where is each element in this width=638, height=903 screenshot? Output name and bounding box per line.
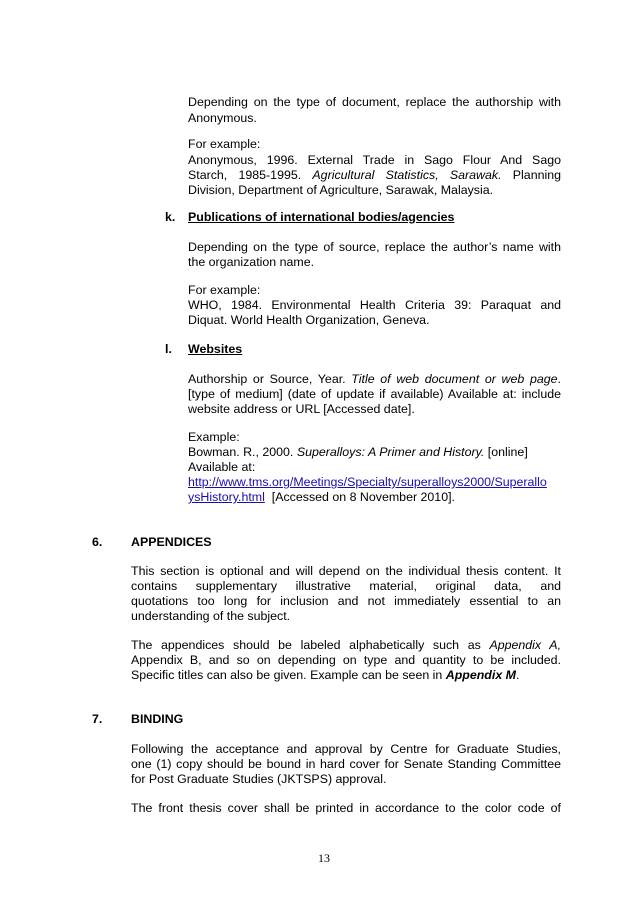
accessed-date: [Accessed on 8 November 2010]. <box>271 490 455 504</box>
section-k-heading: Publications of international bodies/agencies <box>188 210 455 224</box>
example-anon-line-2: Starch, 1985-1995. Agricultural Statistics, Sarawak. Planning <box>188 168 562 182</box>
example-bowman-line-2: Available at: <box>188 460 256 474</box>
example-url-link[interactable]: http://www.tms.org/Meetings/Specialty/superalloys2000/Superallo <box>188 475 547 489</box>
example-label-3: Example: <box>188 430 240 444</box>
example-who-line-1: WHO, 1984. Environmental Health Criteria 39: Paraquat and <box>188 298 561 312</box>
section-k-para-line-1: Depending on the type of source, replace the author’s name with <box>188 240 561 254</box>
section-6-p1-line-1: This section is optional and will depend on the individual thesis content. It <box>131 564 561 578</box>
example-url-line-2 <box>188 490 455 505</box>
section-l-marker: l. <box>165 342 172 356</box>
section-l-heading: Websites <box>188 342 243 356</box>
section-6-p2-line-1: The appendices should be labeled alphabetically such as Appendix A, <box>131 638 562 652</box>
section-l-para-line-3: website address or URL [Accessed date]. <box>188 402 415 416</box>
example-bowman-line-1: Bowman. R., 2000. Superalloys: A Primer and History. [online] <box>188 445 528 459</box>
section-6-p1-line-3: quotations too long for inclusion and not immediately essential to an <box>131 594 561 608</box>
section-k-para-line-2: the organization name. <box>188 255 315 269</box>
page-number: 13 <box>318 851 330 865</box>
example-who-line-2: Diquat. World Health Organization, Geneva. <box>188 313 430 327</box>
example-url-line-1[interactable] <box>188 475 547 490</box>
section-k-marker: k. <box>165 210 176 224</box>
section-7-title: BINDING <box>131 712 184 726</box>
section-7-p1-line-1: Following the acceptance and approval by Centre for Graduate Studies, <box>131 742 561 756</box>
section-6-p1-line-2: contains supplementary illustrative material, original data, and <box>131 579 561 593</box>
section-7-number: 7. <box>92 712 103 726</box>
anon-line-2: Anonymous. <box>188 111 257 125</box>
section-6-title: APPENDICES <box>131 535 212 549</box>
section-6-p2-line-3: Specific titles can also be given. Example can be seen in Appendix M. <box>131 668 520 682</box>
section-7-p1-line-3: for Post Graduate Studies (JKTSPS) approval. <box>131 772 387 786</box>
anon-line-1: Depending on the type of document, replace the authorship with <box>188 95 561 109</box>
section-6-p1-line-4: understanding of the subject. <box>131 609 291 623</box>
example-anon-line-3: Division, Department of Agriculture, Sarawak, Malaysia. <box>188 183 494 197</box>
section-l-para-line-1: Authorship or Source, Year. Title of web document or web page. <box>188 372 561 386</box>
example-anon-line-1: Anonymous, 1996. External Trade in Sago Flour And Sago <box>188 153 561 167</box>
section-7-p2-line-1: The front thesis cover shall be printed in accordance to the color code of <box>131 801 561 815</box>
example-url-link-cont[interactable]: ysHistory.html <box>188 490 265 504</box>
example-label-2: For example: <box>188 283 261 297</box>
example-label-1: For example: <box>188 137 261 151</box>
section-6-number: 6. <box>92 535 103 549</box>
section-l-para-line-2: [type of medium] (date of update if available) Available at: include <box>188 387 561 401</box>
section-7-p1-line-2: one (1) copy should be bound in hard cover for Senate Standing Committee <box>131 757 561 771</box>
section-6-p2-line-2: Appendix B, and so on depending on type and quantity to be included. <box>131 653 561 667</box>
